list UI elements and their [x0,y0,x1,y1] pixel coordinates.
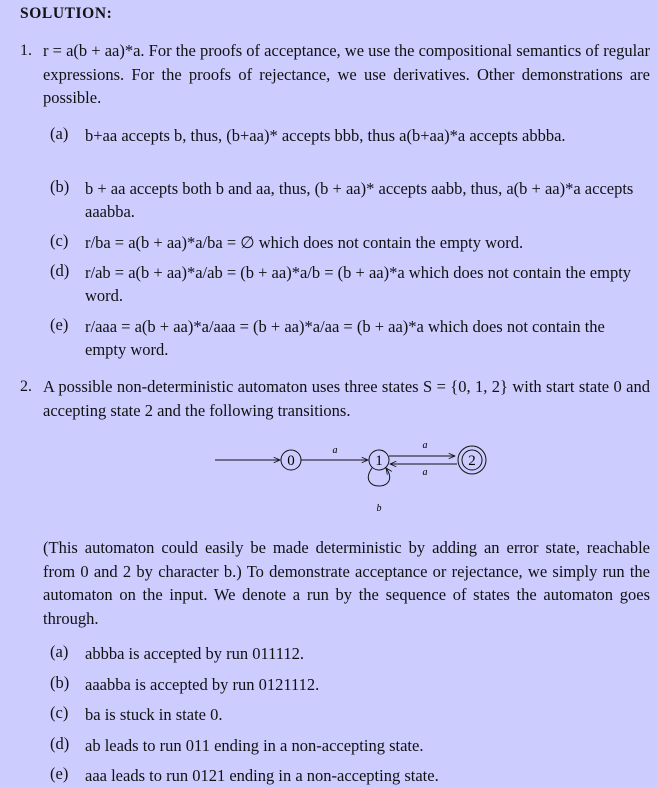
p2-item-a-label: (a) [50,642,69,661]
p2-item-d-label: (d) [50,734,70,753]
problem-2-text: A possible non-deterministic automaton uses three states S = {0, 1, 2} with start state 0 and accepting state 2 and the following transitions. [43,377,650,420]
p2-item-d-text: ab leads to run 011 ending in a non-accepting state. [85,736,424,755]
p2-item-c-label: (c) [50,703,69,722]
automaton-diagram [0,430,657,530]
loop-1-label: b [376,503,382,514]
p1-item-e-label: (e) [50,315,69,334]
state-0-label: 0 [287,453,295,469]
state-2-label: 2 [468,453,476,469]
p1-item-e-text: r/aaa = a(b + aa)*a/aaa = (b + aa)*a/aa = (b + aa)*a which does not contain the empty word. [85,317,605,359]
p1-item-a-text: b+aa accepts b, thus, (b+aa)* accepts bbb, thus a(b+aa)*a accepts abbba. [85,126,566,145]
p1-item-c-label: (c) [50,231,69,250]
p1-item-c-text: r/ba = a(b + aa)*a/ba = ∅ which does not contain the empty word. [85,233,524,252]
p1-item-d-label: (d) [50,261,70,280]
edge-1-2-label: a [422,440,428,451]
state-1 [369,450,389,470]
problem-2-note: (This automaton could easily be made deterministic by adding an error state, reachable from 0 and 2 by character b.) To demonstrate acceptance or rejectance, we simply run the automaton on the input. We denote a run by the sequence of states the automaton goes through. [43,538,650,628]
problem-2-number: 2. [20,378,32,395]
edge-0-1-label: a [332,445,338,456]
p1-item-b-text: b + aa accepts both b and aa, thus, (b + aa)* accepts aabb, thus, a(b + aa)*a accepts aaabba. [85,179,634,221]
p2-item-e-label: (e) [50,764,69,783]
p2-item-c-text: ba is stuck in state 0. [85,705,223,724]
p2-item-b-label: (b) [50,673,70,692]
p2-item-b-text: aaabba is accepted by run 0121112. [85,675,320,694]
p1-item-b-label: (b) [50,177,70,196]
solution-heading: SOLUTION: [20,5,113,22]
p2-item-e-text: aaa leads to run 0121 ending in a non-accepting state. [85,766,439,785]
edge-2-1-label: a [422,467,428,478]
p1-item-d-text: r/ab = a(b + aa)*a/ab = (b + aa)*a/b = (b + aa)*a which does not contain the empty word. [85,263,632,305]
state-2-accepting [458,446,486,474]
loop-1 [368,468,389,486]
p2-item-a-text: abbba is accepted by run 011112. [85,644,305,663]
state-0 [281,450,301,470]
p1-item-a-label: (a) [50,124,69,143]
problem-1-text: r = a(b + aa)*a. For the proofs of acceptance, we use the compositional semantics of regular expressions. For the proofs of rejectance, we use derivatives. Other demonstrations are possible. [43,41,650,107]
state-1-label: 1 [375,453,383,469]
problem-1-number: 1. [20,42,32,59]
